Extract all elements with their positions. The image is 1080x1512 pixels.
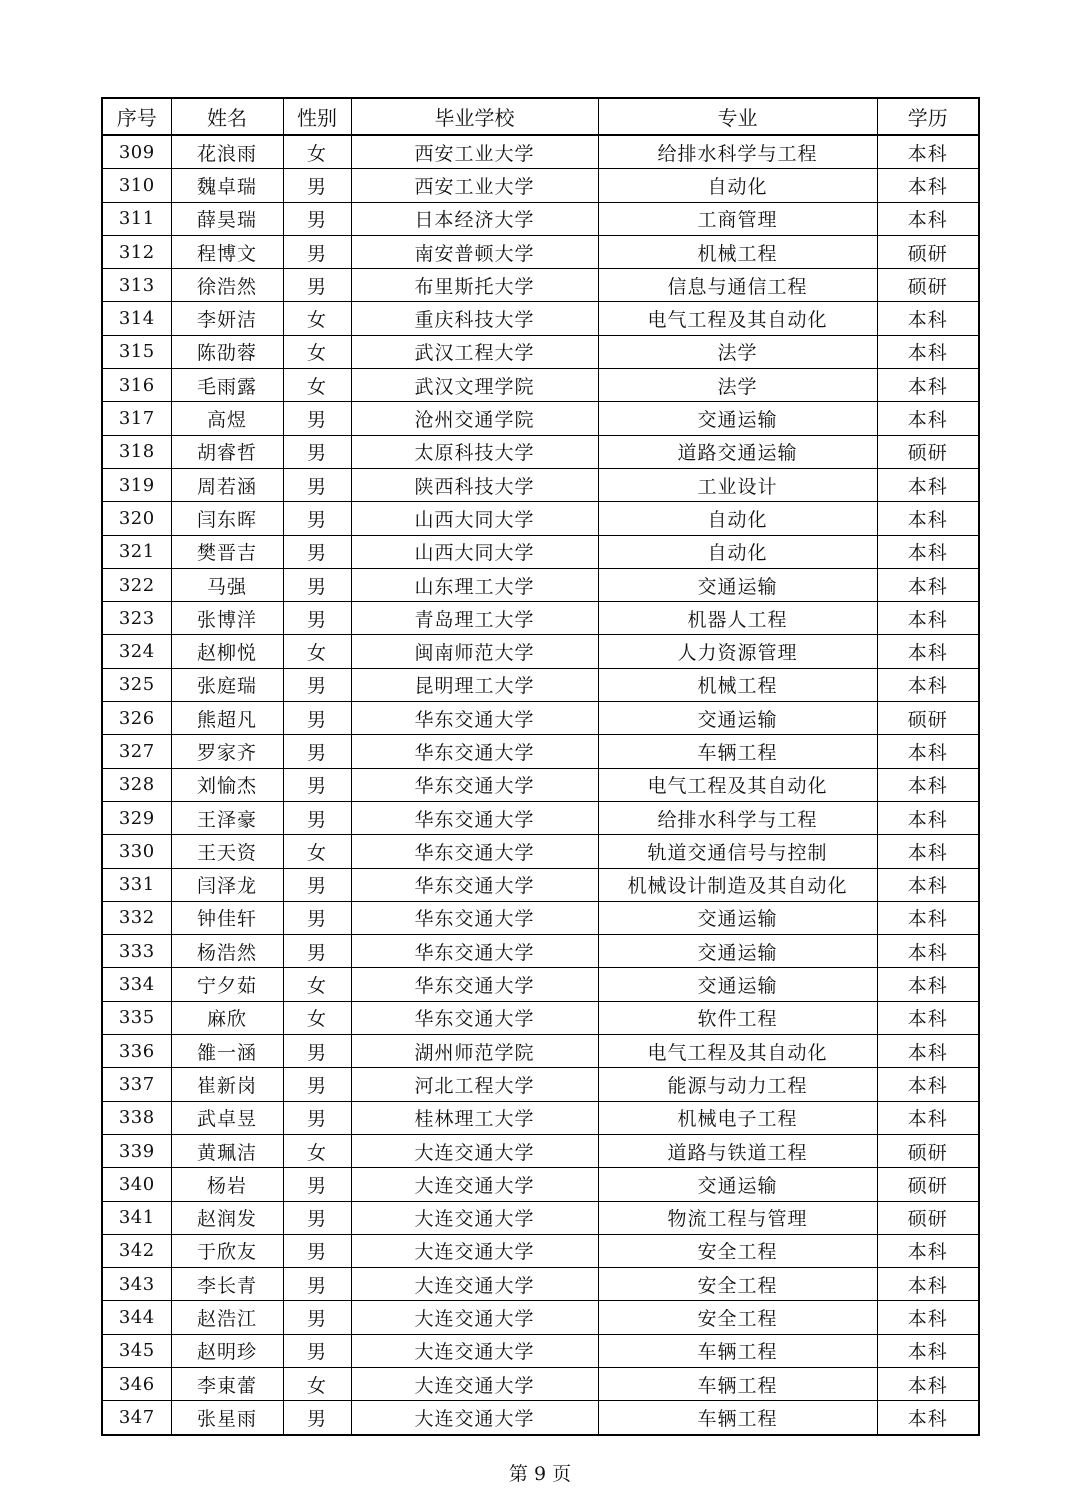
school-cell: 河北工程大学 xyxy=(351,1068,598,1101)
major-cell: 车辆工程 xyxy=(598,735,877,768)
serial-number-cell: 310 xyxy=(102,169,171,202)
name-cell: 王泽豪 xyxy=(171,801,283,834)
table-row xyxy=(102,535,979,568)
serial-number-cell: 330 xyxy=(102,835,171,868)
major-cell: 电气工程及其自动化 xyxy=(598,768,877,801)
school-cell: 沧州交通学院 xyxy=(351,402,598,435)
serial-number-cell: 332 xyxy=(102,901,171,934)
major-cell: 人力资源管理 xyxy=(598,635,877,668)
school-cell: 大连交通大学 xyxy=(351,1301,598,1334)
table-row xyxy=(102,1035,979,1068)
serial-number-cell: 329 xyxy=(102,801,171,834)
table-row xyxy=(102,735,979,768)
table-row xyxy=(102,1401,979,1435)
serial-number-cell: 344 xyxy=(102,1301,171,1334)
name-cell: 马强 xyxy=(171,568,283,601)
name-cell: 罗家齐 xyxy=(171,735,283,768)
table-row xyxy=(102,1301,979,1334)
degree-cell: 本科 xyxy=(877,735,979,768)
degree-cell: 硕研 xyxy=(877,1201,979,1234)
major-cell: 法学 xyxy=(598,335,877,368)
table-row xyxy=(102,369,979,402)
table-row xyxy=(102,968,979,1001)
degree-cell: 本科 xyxy=(877,1334,979,1367)
name-cell: 周若涵 xyxy=(171,468,283,501)
degree-cell: 本科 xyxy=(877,768,979,801)
name-cell: 杨岩 xyxy=(171,1168,283,1201)
gender-cell: 男 xyxy=(283,702,351,735)
gender-cell: 男 xyxy=(283,1268,351,1301)
gender-cell: 男 xyxy=(283,1401,351,1435)
major-cell: 轨道交通信号与控制 xyxy=(598,835,877,868)
degree-cell: 硕研 xyxy=(877,269,979,302)
degree-cell: 本科 xyxy=(877,1035,979,1068)
gender-cell: 男 xyxy=(283,502,351,535)
school-cell: 武汉文理学院 xyxy=(351,369,598,402)
serial-number-cell: 309 xyxy=(102,135,171,169)
name-cell: 李长青 xyxy=(171,1268,283,1301)
serial-number-cell: 342 xyxy=(102,1234,171,1267)
school-cell: 日本经济大学 xyxy=(351,202,598,235)
serial-number-cell: 340 xyxy=(102,1168,171,1201)
table-row xyxy=(102,1234,979,1267)
degree-cell: 本科 xyxy=(877,335,979,368)
school-cell: 湖州师范学院 xyxy=(351,1035,598,1068)
major-cell: 交通运输 xyxy=(598,935,877,968)
table-row xyxy=(102,1201,979,1234)
school-cell: 武汉工程大学 xyxy=(351,335,598,368)
table-row xyxy=(102,1001,979,1034)
degree-cell: 本科 xyxy=(877,169,979,202)
header-degree: 学历 xyxy=(877,98,979,135)
serial-number-cell: 317 xyxy=(102,402,171,435)
school-cell: 大连交通大学 xyxy=(351,1268,598,1301)
degree-cell: 本科 xyxy=(877,668,979,701)
major-cell: 机械工程 xyxy=(598,668,877,701)
major-cell: 机械设计制造及其自动化 xyxy=(598,868,877,901)
serial-number-cell: 314 xyxy=(102,302,171,335)
school-cell: 闽南师范大学 xyxy=(351,635,598,668)
gender-cell: 女 xyxy=(283,369,351,402)
school-cell: 华东交通大学 xyxy=(351,835,598,868)
serial-number-cell: 338 xyxy=(102,1101,171,1134)
name-cell: 胡睿哲 xyxy=(171,435,283,468)
serial-number-cell: 311 xyxy=(102,202,171,235)
major-cell: 安全工程 xyxy=(598,1301,877,1334)
school-cell: 青岛理工大学 xyxy=(351,602,598,635)
gender-cell: 女 xyxy=(283,335,351,368)
serial-number-cell: 322 xyxy=(102,568,171,601)
gender-cell: 女 xyxy=(283,135,351,169)
name-cell: 钟佳轩 xyxy=(171,901,283,934)
major-cell: 自动化 xyxy=(598,169,877,202)
serial-number-cell: 336 xyxy=(102,1035,171,1068)
degree-cell: 本科 xyxy=(877,402,979,435)
school-cell: 西安工业大学 xyxy=(351,169,598,202)
school-cell: 昆明理工大学 xyxy=(351,668,598,701)
school-cell: 大连交通大学 xyxy=(351,1134,598,1167)
major-cell: 物流工程与管理 xyxy=(598,1201,877,1234)
serial-number-cell: 321 xyxy=(102,535,171,568)
table-row xyxy=(102,801,979,834)
gender-cell: 男 xyxy=(283,1301,351,1334)
serial-number-cell: 333 xyxy=(102,935,171,968)
major-cell: 交通运输 xyxy=(598,568,877,601)
school-cell: 大连交通大学 xyxy=(351,1168,598,1201)
major-cell: 自动化 xyxy=(598,502,877,535)
gender-cell: 男 xyxy=(283,1068,351,1101)
gender-cell: 女 xyxy=(283,1001,351,1034)
name-cell: 李東蕾 xyxy=(171,1367,283,1400)
major-cell: 道路交通运输 xyxy=(598,435,877,468)
school-cell: 大连交通大学 xyxy=(351,1201,598,1234)
name-cell: 赵浩江 xyxy=(171,1301,283,1334)
name-cell: 刘愉杰 xyxy=(171,768,283,801)
degree-cell: 本科 xyxy=(877,868,979,901)
name-cell: 张博洋 xyxy=(171,602,283,635)
school-cell: 华东交通大学 xyxy=(351,702,598,735)
degree-cell: 本科 xyxy=(877,302,979,335)
gender-cell: 女 xyxy=(283,635,351,668)
name-cell: 程博文 xyxy=(171,235,283,268)
gender-cell: 男 xyxy=(283,169,351,202)
table-row xyxy=(102,502,979,535)
table-row xyxy=(102,335,979,368)
name-cell: 花浪雨 xyxy=(171,135,283,169)
major-cell: 道路与铁道工程 xyxy=(598,1134,877,1167)
gender-cell: 男 xyxy=(283,735,351,768)
school-cell: 山西大同大学 xyxy=(351,502,598,535)
school-cell: 重庆科技大学 xyxy=(351,302,598,335)
major-cell: 机械工程 xyxy=(598,235,877,268)
gender-cell: 男 xyxy=(283,602,351,635)
serial-number-cell: 347 xyxy=(102,1401,171,1435)
degree-cell: 硕研 xyxy=(877,1134,979,1167)
table-body xyxy=(102,135,979,1435)
applicant-table xyxy=(101,97,980,1436)
serial-number-cell: 326 xyxy=(102,702,171,735)
table-row xyxy=(102,635,979,668)
major-cell: 车辆工程 xyxy=(598,1367,877,1400)
table-row xyxy=(102,1101,979,1134)
serial-number-cell: 339 xyxy=(102,1134,171,1167)
degree-cell: 本科 xyxy=(877,1101,979,1134)
table-row xyxy=(102,1334,979,1367)
name-cell: 闫东晖 xyxy=(171,502,283,535)
table-row xyxy=(102,202,979,235)
name-cell: 雒一涵 xyxy=(171,1035,283,1068)
degree-cell: 本科 xyxy=(877,135,979,169)
header-gender: 性别 xyxy=(283,98,351,135)
school-cell: 太原科技大学 xyxy=(351,435,598,468)
major-cell: 自动化 xyxy=(598,535,877,568)
degree-cell: 本科 xyxy=(877,801,979,834)
gender-cell: 男 xyxy=(283,468,351,501)
serial-number-cell: 346 xyxy=(102,1367,171,1400)
table-row xyxy=(102,602,979,635)
school-cell: 山东理工大学 xyxy=(351,568,598,601)
name-cell: 于欣友 xyxy=(171,1234,283,1267)
school-cell: 桂林理工大学 xyxy=(351,1101,598,1134)
gender-cell: 男 xyxy=(283,1201,351,1234)
serial-number-cell: 341 xyxy=(102,1201,171,1234)
gender-cell: 男 xyxy=(283,1101,351,1134)
gender-cell: 男 xyxy=(283,801,351,834)
header-major: 专业 xyxy=(598,98,877,135)
school-cell: 华东交通大学 xyxy=(351,801,598,834)
degree-cell: 本科 xyxy=(877,901,979,934)
degree-cell: 本科 xyxy=(877,468,979,501)
major-cell: 工业设计 xyxy=(598,468,877,501)
degree-cell: 本科 xyxy=(877,1268,979,1301)
name-cell: 麻欣 xyxy=(171,1001,283,1034)
degree-cell: 硕研 xyxy=(877,235,979,268)
name-cell: 李妍洁 xyxy=(171,302,283,335)
name-cell: 魏卓瑞 xyxy=(171,169,283,202)
gender-cell: 男 xyxy=(283,402,351,435)
gender-cell: 男 xyxy=(283,1168,351,1201)
school-cell: 西安工业大学 xyxy=(351,135,598,169)
name-cell: 武卓昱 xyxy=(171,1101,283,1134)
degree-cell: 本科 xyxy=(877,535,979,568)
serial-number-cell: 313 xyxy=(102,269,171,302)
name-cell: 高煜 xyxy=(171,402,283,435)
gender-cell: 女 xyxy=(283,835,351,868)
degree-cell: 本科 xyxy=(877,1367,979,1400)
page-number: 第 9 页 xyxy=(508,1463,572,1485)
gender-cell: 男 xyxy=(283,901,351,934)
gender-cell: 男 xyxy=(283,568,351,601)
major-cell: 车辆工程 xyxy=(598,1401,877,1435)
name-cell: 毛雨露 xyxy=(171,369,283,402)
name-cell: 张庭瑞 xyxy=(171,668,283,701)
major-cell: 机器人工程 xyxy=(598,602,877,635)
name-cell: 赵柳悦 xyxy=(171,635,283,668)
gender-cell: 男 xyxy=(283,202,351,235)
major-cell: 交通运输 xyxy=(598,1168,877,1201)
table-row xyxy=(102,702,979,735)
table-row xyxy=(102,835,979,868)
header-name: 姓名 xyxy=(171,98,283,135)
name-cell: 徐浩然 xyxy=(171,269,283,302)
serial-number-cell: 328 xyxy=(102,768,171,801)
header-serial-number: 序号 xyxy=(102,98,171,135)
school-cell: 大连交通大学 xyxy=(351,1234,598,1267)
table-row xyxy=(102,668,979,701)
major-cell: 车辆工程 xyxy=(598,1334,877,1367)
degree-cell: 本科 xyxy=(877,1401,979,1435)
degree-cell: 本科 xyxy=(877,635,979,668)
serial-number-cell: 345 xyxy=(102,1334,171,1367)
serial-number-cell: 334 xyxy=(102,968,171,1001)
gender-cell: 男 xyxy=(283,668,351,701)
major-cell: 法学 xyxy=(598,369,877,402)
major-cell: 机械电子工程 xyxy=(598,1101,877,1134)
table-row xyxy=(102,768,979,801)
gender-cell: 男 xyxy=(283,768,351,801)
degree-cell: 本科 xyxy=(877,835,979,868)
name-cell: 赵润发 xyxy=(171,1201,283,1234)
school-cell: 大连交通大学 xyxy=(351,1401,598,1435)
school-cell: 布里斯托大学 xyxy=(351,269,598,302)
serial-number-cell: 331 xyxy=(102,868,171,901)
degree-cell: 本科 xyxy=(877,1234,979,1267)
gender-cell: 男 xyxy=(283,1234,351,1267)
degree-cell: 本科 xyxy=(877,202,979,235)
major-cell: 给排水科学与工程 xyxy=(598,135,877,169)
gender-cell: 男 xyxy=(283,1035,351,1068)
school-cell: 陕西科技大学 xyxy=(351,468,598,501)
name-cell: 宁夕茹 xyxy=(171,968,283,1001)
gender-cell: 男 xyxy=(283,535,351,568)
table-row xyxy=(102,169,979,202)
table-row xyxy=(102,868,979,901)
table-row xyxy=(102,235,979,268)
table-row xyxy=(102,1168,979,1201)
table-row xyxy=(102,1134,979,1167)
name-cell: 熊超凡 xyxy=(171,702,283,735)
degree-cell: 硕研 xyxy=(877,435,979,468)
serial-number-cell: 312 xyxy=(102,235,171,268)
table-row xyxy=(102,935,979,968)
degree-cell: 本科 xyxy=(877,502,979,535)
header-school: 毕业学校 xyxy=(351,98,598,135)
serial-number-cell: 320 xyxy=(102,502,171,535)
major-cell: 交通运输 xyxy=(598,702,877,735)
major-cell: 交通运输 xyxy=(598,402,877,435)
table-header-row xyxy=(102,98,979,135)
table-row xyxy=(102,568,979,601)
serial-number-cell: 323 xyxy=(102,602,171,635)
table-row xyxy=(102,402,979,435)
major-cell: 安全工程 xyxy=(598,1234,877,1267)
school-cell: 山西大同大学 xyxy=(351,535,598,568)
gender-cell: 女 xyxy=(283,302,351,335)
name-cell: 陈劭蓉 xyxy=(171,335,283,368)
school-cell: 华东交通大学 xyxy=(351,968,598,1001)
serial-number-cell: 343 xyxy=(102,1268,171,1301)
serial-number-cell: 325 xyxy=(102,668,171,701)
name-cell: 赵明珍 xyxy=(171,1334,283,1367)
gender-cell: 男 xyxy=(283,269,351,302)
major-cell: 工商管理 xyxy=(598,202,877,235)
school-cell: 华东交通大学 xyxy=(351,1001,598,1034)
school-cell: 南安普顿大学 xyxy=(351,235,598,268)
degree-cell: 本科 xyxy=(877,1068,979,1101)
table-row xyxy=(102,269,979,302)
school-cell: 华东交通大学 xyxy=(351,901,598,934)
gender-cell: 男 xyxy=(283,235,351,268)
serial-number-cell: 327 xyxy=(102,735,171,768)
name-cell: 杨浩然 xyxy=(171,935,283,968)
degree-cell: 本科 xyxy=(877,935,979,968)
name-cell: 樊晋吉 xyxy=(171,535,283,568)
major-cell: 给排水科学与工程 xyxy=(598,801,877,834)
degree-cell: 本科 xyxy=(877,968,979,1001)
gender-cell: 女 xyxy=(283,968,351,1001)
degree-cell: 本科 xyxy=(877,568,979,601)
school-cell: 华东交通大学 xyxy=(351,935,598,968)
name-cell: 闫泽龙 xyxy=(171,868,283,901)
major-cell: 交通运输 xyxy=(598,901,877,934)
table-row xyxy=(102,135,979,169)
school-cell: 华东交通大学 xyxy=(351,768,598,801)
gender-cell: 男 xyxy=(283,435,351,468)
table-row xyxy=(102,1367,979,1400)
degree-cell: 本科 xyxy=(877,602,979,635)
major-cell: 软件工程 xyxy=(598,1001,877,1034)
table-row xyxy=(102,435,979,468)
degree-cell: 本科 xyxy=(877,369,979,402)
serial-number-cell: 318 xyxy=(102,435,171,468)
gender-cell: 女 xyxy=(283,1367,351,1400)
degree-cell: 本科 xyxy=(877,1301,979,1334)
major-cell: 能源与动力工程 xyxy=(598,1068,877,1101)
name-cell: 崔新岗 xyxy=(171,1068,283,1101)
serial-number-cell: 337 xyxy=(102,1068,171,1101)
table-row xyxy=(102,468,979,501)
serial-number-cell: 316 xyxy=(102,369,171,402)
serial-number-cell: 324 xyxy=(102,635,171,668)
school-cell: 大连交通大学 xyxy=(351,1334,598,1367)
name-cell: 张星雨 xyxy=(171,1401,283,1435)
gender-cell: 男 xyxy=(283,1334,351,1367)
name-cell: 黄珮洁 xyxy=(171,1134,283,1167)
serial-number-cell: 335 xyxy=(102,1001,171,1034)
major-cell: 电气工程及其自动化 xyxy=(598,302,877,335)
serial-number-cell: 315 xyxy=(102,335,171,368)
gender-cell: 女 xyxy=(283,1134,351,1167)
table-row xyxy=(102,901,979,934)
table-row xyxy=(102,302,979,335)
major-cell: 安全工程 xyxy=(598,1268,877,1301)
major-cell: 交通运输 xyxy=(598,968,877,1001)
degree-cell: 硕研 xyxy=(877,1168,979,1201)
gender-cell: 男 xyxy=(283,868,351,901)
degree-cell: 硕研 xyxy=(877,702,979,735)
school-cell: 大连交通大学 xyxy=(351,1367,598,1400)
serial-number-cell: 319 xyxy=(102,468,171,501)
gender-cell: 男 xyxy=(283,935,351,968)
major-cell: 电气工程及其自动化 xyxy=(598,1035,877,1068)
name-cell: 薛昊瑞 xyxy=(171,202,283,235)
degree-cell: 本科 xyxy=(877,1001,979,1034)
name-cell: 王天资 xyxy=(171,835,283,868)
school-cell: 华东交通大学 xyxy=(351,868,598,901)
major-cell: 信息与通信工程 xyxy=(598,269,877,302)
table-row xyxy=(102,1068,979,1101)
table-row xyxy=(102,1268,979,1301)
school-cell: 华东交通大学 xyxy=(351,735,598,768)
